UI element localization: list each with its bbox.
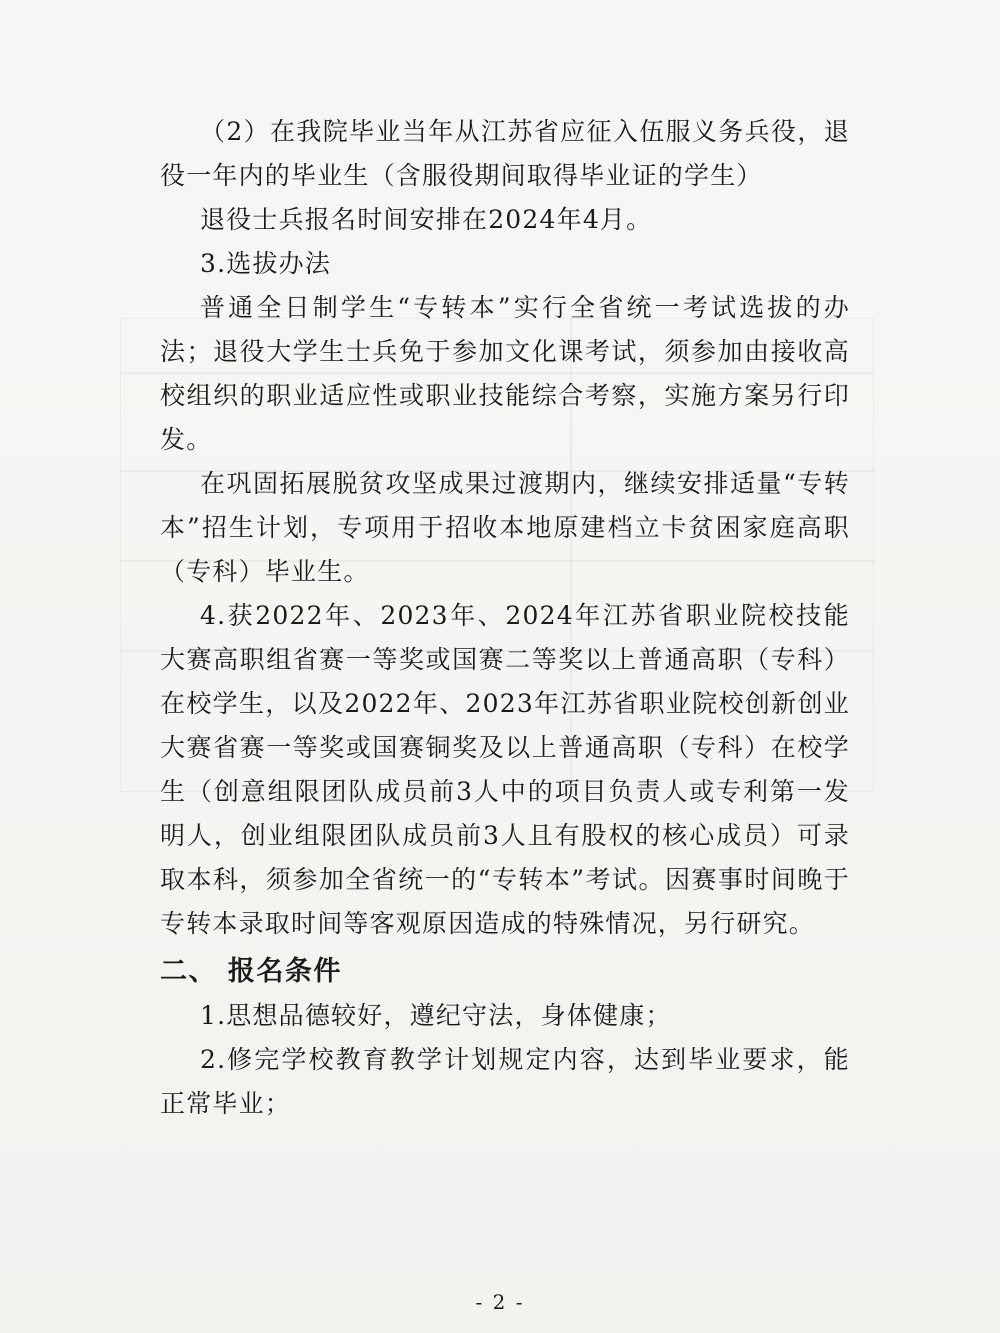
paragraph-condition-2: 2.修完学校教育教学计划规定内容，达到毕业要求，能正常毕业； bbox=[160, 1045, 850, 1118]
paragraph-veteran-registration-time: 退役士兵报名时间安排在2024年4月。 bbox=[200, 205, 653, 234]
page-number: - 2 - bbox=[475, 1290, 525, 1314]
section-heading-registration-conditions: 二、 报名条件 bbox=[160, 956, 342, 987]
paragraph-poverty-plan: 在巩固拓展脱贫攻坚成果过渡期内，继续安排适量“专转本”招生计划，专项用于招收本地原建档立卡贫困家庭高职（专科）毕业生。 bbox=[160, 469, 850, 586]
paragraph-selection-method: 普通全日制学生“专转本”实行全省统一考试选拔的办法；退役大学生士兵免于参加文化课考试，须参加由接收高校组织的职业适应性或职业技能综合考察，实施方案另行印发。 bbox=[160, 293, 850, 454]
paragraph-condition-1: 1.思想品德较好，遵纪守法，身体健康； bbox=[200, 1001, 672, 1030]
paragraph-veteran-eligibility: （2）在我院毕业当年从江苏省应征入伍服义务兵役，退役一年内的毕业生（含服役期间取得毕业证的学生） bbox=[160, 117, 850, 190]
paragraph-selection-method-title: 3.选拔办法 bbox=[200, 249, 332, 278]
document-body bbox=[160, 110, 850, 1126]
paragraph-competition-awards: 4.获2022年、2023年、2024年江苏省职业院校技能大赛高职组省赛一等奖或国赛二等奖以上普通高职（专科）在校学生，以及2022年、2023年江苏省职业院校创新创业大赛省赛一等奖或国赛铜奖及以上普通高职（专科）在校学生（创意组限团队成员前3人中的项目负责人或专利第一发明人，创业组限团队成员前3人且有股权的核心成员）可录取本科，须参加全省统一的“专转本”考试。因赛事时间晚于专转本录取时间等客观原因造成的特殊情况，另行研究。 bbox=[160, 601, 850, 938]
